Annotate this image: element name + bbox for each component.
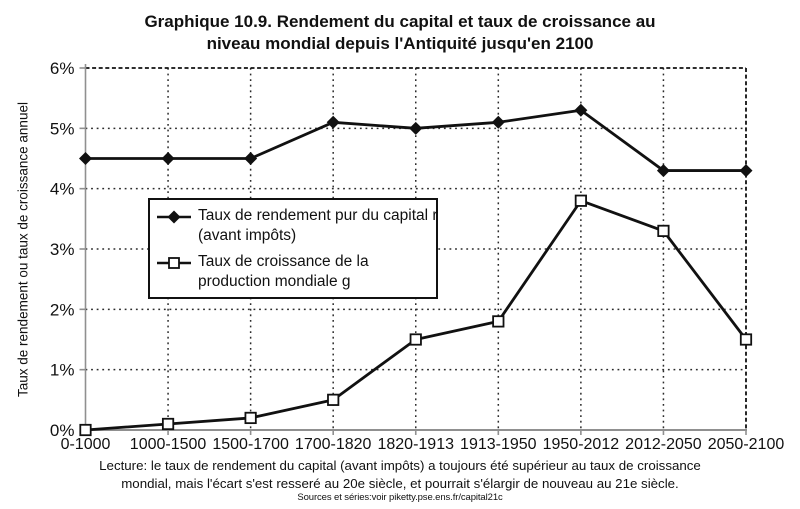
legend-entry-g xyxy=(156,252,434,291)
legend-label-r: Taux de rendement pur du capital r (avant impôts) xyxy=(198,207,438,244)
x-tick-label: 1500-1700 xyxy=(212,436,289,453)
x-tick-label: 1913-1950 xyxy=(460,436,537,453)
series-g-marker xyxy=(411,334,421,344)
series-g-marker xyxy=(80,425,90,435)
y-tick-label: 3% xyxy=(49,240,75,259)
reading-note-line1: Lecture: le taux de rendement du capital (avant impôts) a toujours été supérieur au taux de croissance xyxy=(99,458,701,473)
chart-title-line2: niveau mondial depuis l'Antiquité jusqu'en 2100 xyxy=(206,34,594,53)
series-r-marker xyxy=(409,122,422,135)
y-tick-label: 2% xyxy=(49,300,75,320)
y-tick-label: 6% xyxy=(49,59,75,78)
x-tick-label: 1950-2012 xyxy=(542,436,620,453)
x-tick-label: 0-1000 xyxy=(60,436,111,453)
series-r-marker xyxy=(327,116,340,129)
series-g-marker xyxy=(493,316,503,326)
x-tick-label: 2050-2100 xyxy=(707,436,785,453)
series-g-marker xyxy=(245,413,255,423)
legend-box xyxy=(148,198,438,299)
filled-diamond-line-icon xyxy=(156,210,192,224)
series-g-marker xyxy=(328,395,338,405)
series-r-marker xyxy=(740,164,753,177)
series-g-marker xyxy=(576,196,586,206)
sources-note: Sources et séries:voir piketty.pse.ens.fr/capital21c xyxy=(297,492,503,503)
reading-note xyxy=(0,457,800,492)
series-r-marker xyxy=(244,152,257,165)
chart-title-line1: Graphique 10.9. Rendement du capital et taux de croissance au xyxy=(144,12,656,31)
y-tick-label: 5% xyxy=(49,119,75,139)
series-r-marker xyxy=(79,152,92,165)
x-tick-label: 1700-1820 xyxy=(294,436,372,453)
y-tick-label: 0% xyxy=(49,421,75,440)
x-tick-label: 1000-1500 xyxy=(129,436,207,453)
series-g-marker xyxy=(163,419,173,429)
series-g-marker xyxy=(658,226,668,236)
series-g-marker xyxy=(741,334,751,344)
legend-label-g: Taux de croissance de la production mondiale g xyxy=(198,253,369,290)
y-axis-title: Taux de rendement ou taux de croissance annuel xyxy=(15,102,31,397)
y-tick-label: 4% xyxy=(49,179,75,199)
x-tick-label: 1820-1913 xyxy=(377,436,455,453)
reading-note-line2: mondial, mais l'écart s'est resseré au 20e siècle, et pourrait s'élargir de nouveau au 21e siècle. xyxy=(121,475,679,491)
open-square-line-icon xyxy=(156,256,192,270)
x-tick-label: 2012-2050 xyxy=(625,436,702,453)
y-tick-label: 1% xyxy=(49,360,75,380)
series-r-marker xyxy=(492,116,505,129)
series-r-marker xyxy=(162,152,175,165)
legend-entry-r xyxy=(156,206,438,245)
